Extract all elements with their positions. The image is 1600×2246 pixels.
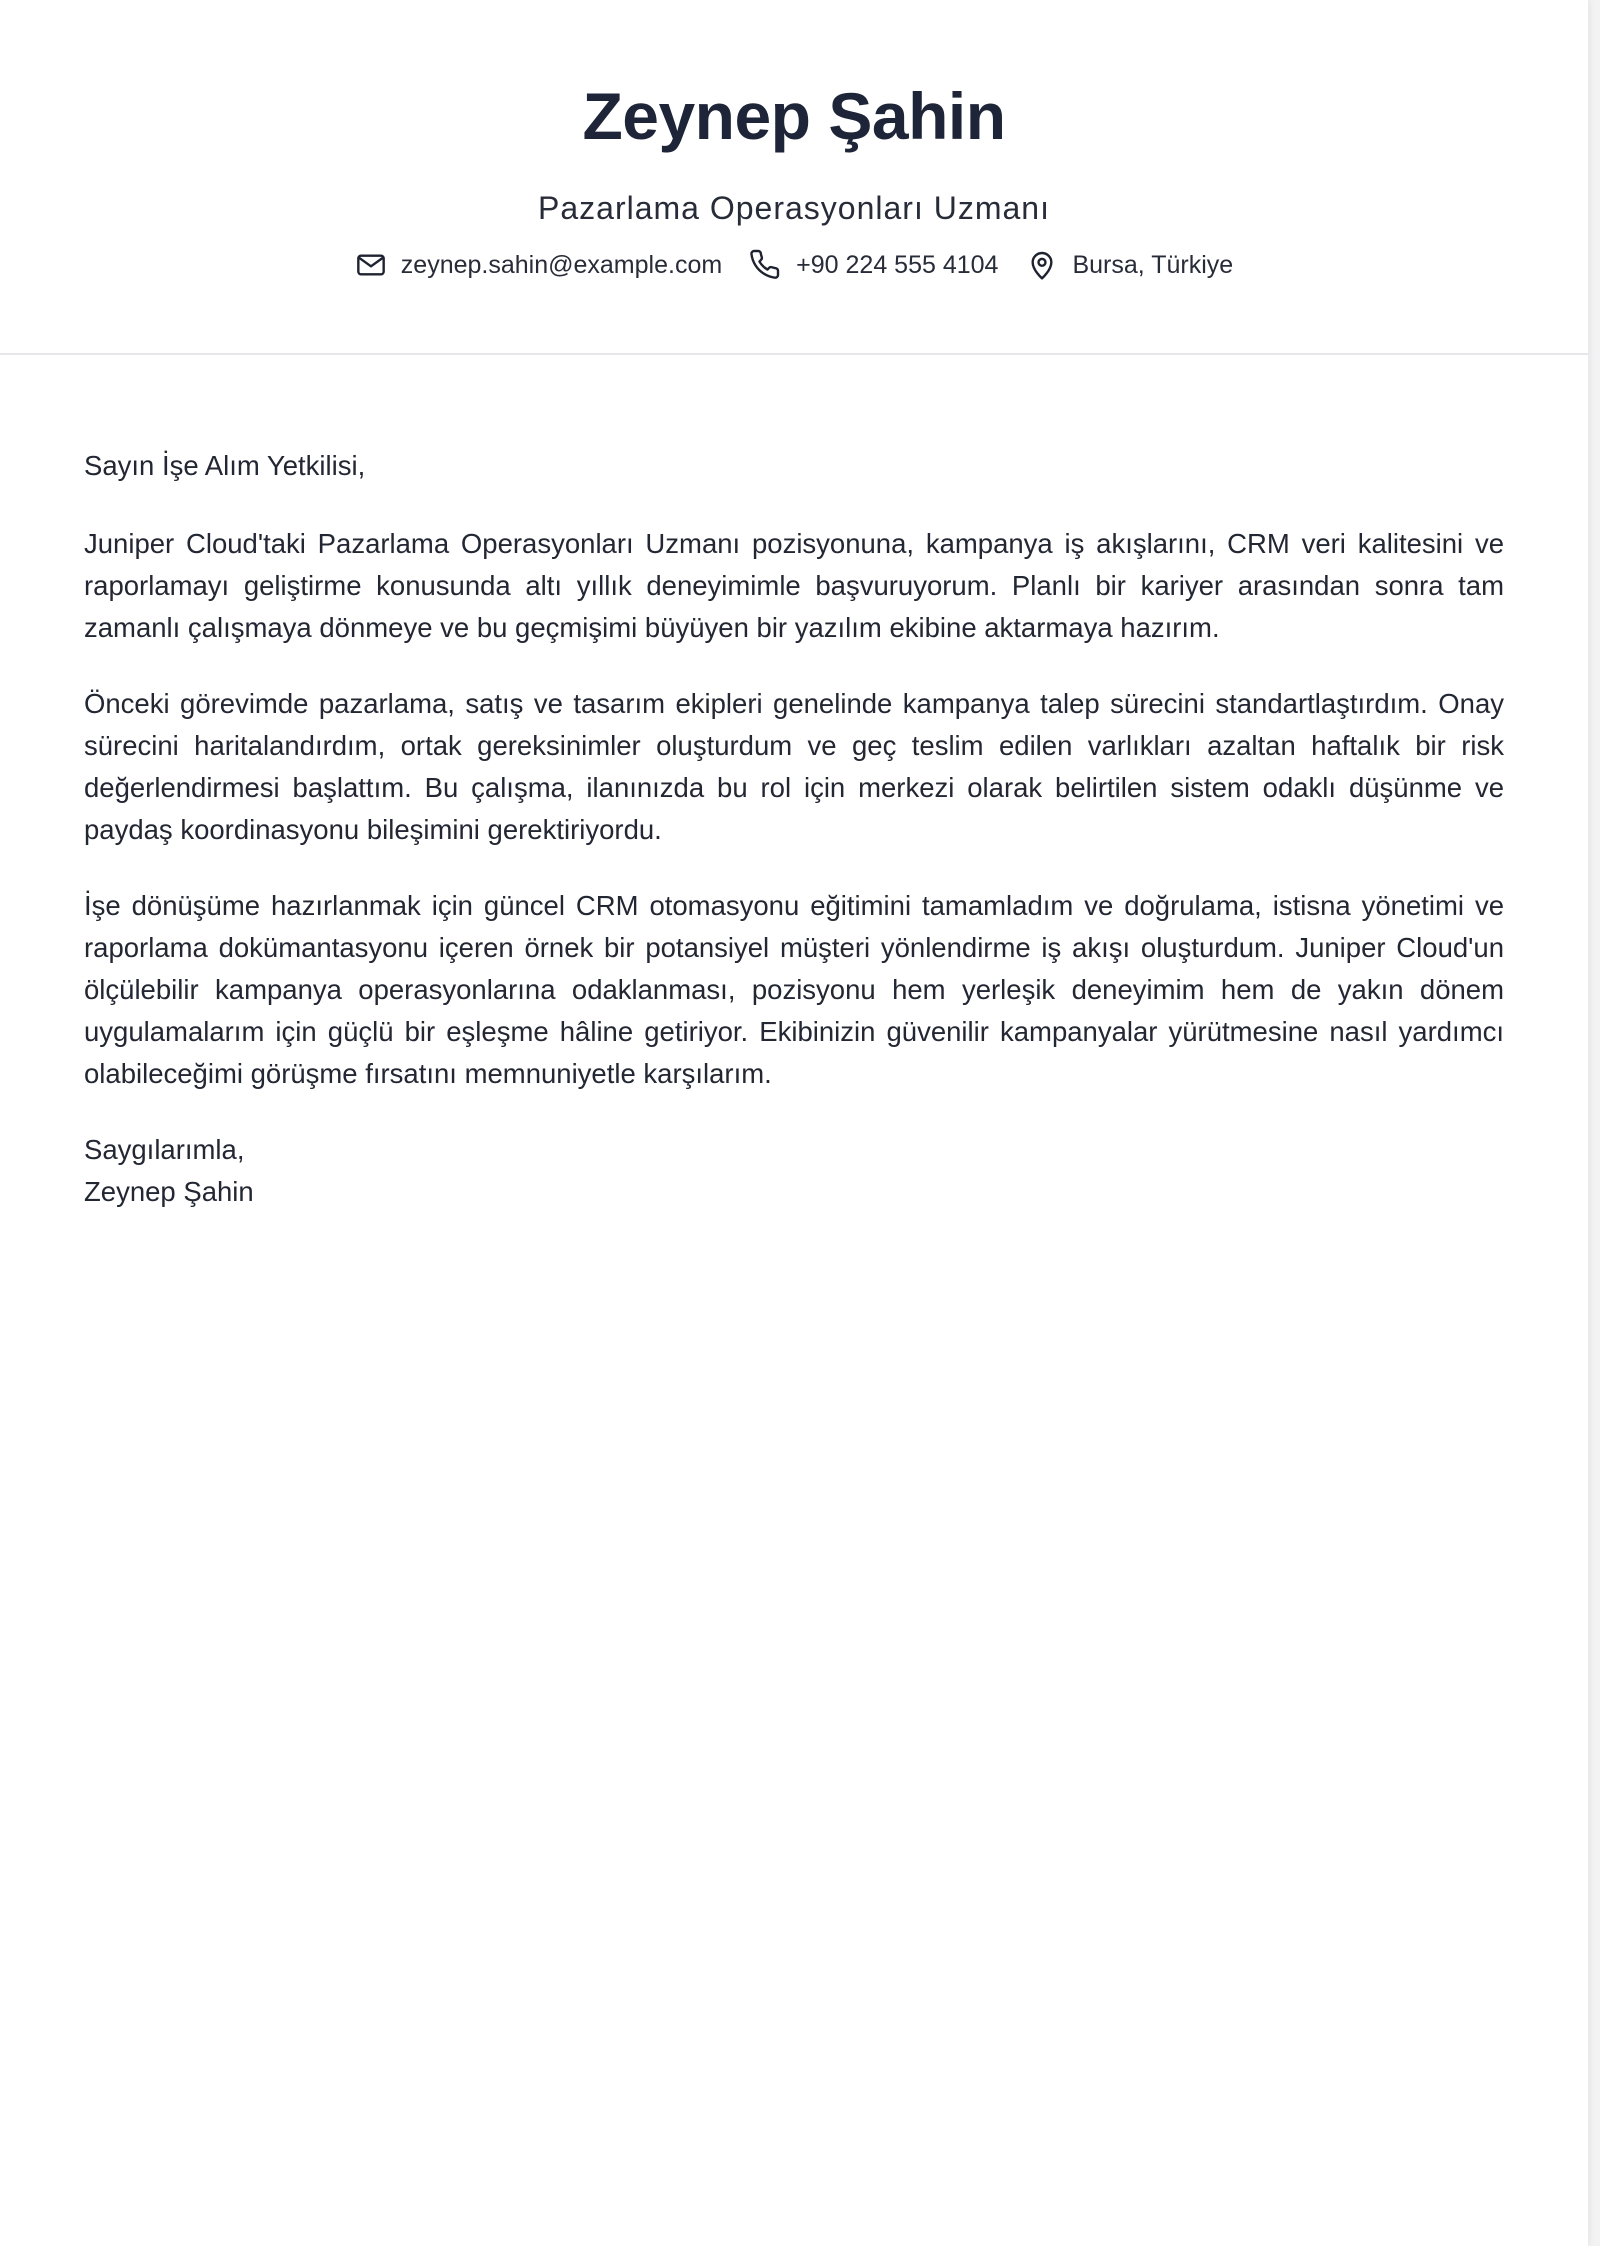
letter-header: [0, 0, 1588, 355]
paragraph-1: Juniper Cloud'taki Pazarlama Operasyonları Uzmanı pozisyonuna, kampanya iş akışlarını, CRM veri kalitesini ve raporlamayı geliştirme konusunda altı yıllık deneyimimle başvuruyorum. Planlı bir kariyer arasından sonra tam zamanlı çalışmaya dönmeye ve bu geçmişimi büyüyen bir yazılım ekibine aktarmaya hazırım.: [84, 528, 1504, 643]
contact-phone: [750, 248, 998, 282]
phone-text[interactable]: +90 224 555 4104: [796, 251, 999, 279]
salutation: Sayın İşe Alım Yetkilisi,: [84, 450, 366, 481]
paragraph-3: İşe dönüşüme hazırlanmak için güncel CRM otomasyonu eğitimini tamamladım ve doğrulama, istisna yönetimi ve raporlama dokümantasyonu içeren örnek bir potansiyel müşteri yönlendirme iş akışı oluşturdum. Juniper Cloud'un ölçülebilir kampanya operasyonlarına odaklanması, pozisyonu hem yerleşik deneyimim hem de yakın dönem uygulamalarım için güçlü bir eşleşme hâline getiriyor. Ekibinizin güvenilir kampanyalar yürütmesine nasıl yardımcı olabileceğimi görüşme fırsatını memnuniyetle karşılarım.: [84, 890, 1504, 1089]
phone-icon: [750, 249, 782, 281]
mail-icon: [355, 249, 387, 281]
email-text[interactable]: zeynep.sahin@example.com: [400, 251, 723, 279]
closing: Saygılarımla,: [84, 1134, 245, 1165]
contact-info: [0, 248, 1588, 282]
letter-body: [0, 355, 1588, 1213]
map-pin-icon: [1026, 249, 1058, 281]
location-text: Bursa, Türkiye: [1072, 251, 1234, 279]
paragraph-2: Önceki görevimde pazarlama, satış ve tasarım ekipleri genelinde kampanya talep sürecini standartlaştırdım. Onay sürecini haritalandırdım, ortak gereksinimler oluşturdum ve geç teslim edilen varlıkları azaltan haftalık bir risk değerlendirmesi başlattım. Bu çalışma, ilanınızda bu rol için merkezi olarak belirtilen sistem odaklı düşünme ve paydaş koordinasyonu bileşimini gerektiriyordu.: [84, 688, 1504, 845]
job-title: Pazarlama Operasyonları Uzmanı: [538, 190, 1050, 226]
signature: Zeynep Şahin: [84, 1176, 254, 1207]
applicant-name: Zeynep Şahin: [582, 79, 1006, 153]
contact-location: [1026, 248, 1233, 282]
contact-email: [355, 248, 722, 282]
